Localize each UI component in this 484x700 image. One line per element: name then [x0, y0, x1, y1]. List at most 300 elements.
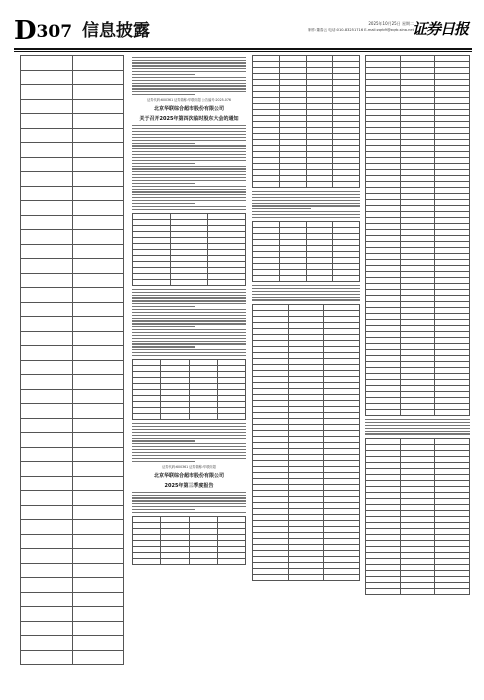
table-row	[21, 128, 124, 143]
table-row	[21, 636, 124, 651]
text-line	[252, 214, 360, 215]
text-block	[132, 492, 246, 513]
table-cell	[21, 621, 73, 636]
editor-line: 制作:董春云 电话:010-83251716 E-mail:zqrb9@zqrb.sina.net	[307, 28, 414, 32]
table-row	[21, 592, 124, 607]
table-cell	[72, 621, 124, 636]
cashflow-table	[365, 438, 470, 595]
text-block	[365, 419, 470, 435]
table-cell	[72, 273, 124, 288]
table-row	[21, 520, 124, 535]
table-cell	[333, 182, 360, 188]
text-line	[365, 422, 470, 423]
text-line	[252, 285, 360, 286]
table-row	[21, 418, 124, 433]
text-line	[252, 299, 360, 300]
text-line	[132, 206, 246, 207]
table-cell	[21, 404, 73, 419]
text-line	[132, 177, 246, 178]
table-cell	[72, 476, 124, 491]
text-line	[132, 171, 246, 172]
table-cell	[217, 414, 245, 420]
column-4	[365, 55, 470, 695]
notice-table-left	[20, 55, 124, 665]
table-row	[21, 331, 124, 346]
table-cell	[253, 182, 280, 188]
text-line	[132, 423, 246, 424]
table-cell	[72, 99, 124, 114]
table-row	[21, 70, 124, 85]
table-cell	[21, 186, 73, 201]
table-row	[133, 414, 246, 420]
table-cell	[21, 549, 73, 564]
table-row	[21, 462, 124, 477]
text-line	[132, 57, 246, 58]
text-line	[132, 303, 246, 304]
table-row	[21, 346, 124, 361]
table-cell	[72, 172, 124, 187]
text-line	[365, 431, 470, 432]
table-cell	[72, 549, 124, 564]
table-row	[21, 288, 124, 303]
table-row	[21, 375, 124, 390]
text-line	[252, 288, 360, 289]
table-cell	[72, 346, 124, 361]
text-line	[132, 335, 246, 336]
text-line	[132, 183, 195, 184]
table-cell	[21, 520, 73, 535]
table-row	[366, 588, 470, 594]
table-row	[21, 230, 124, 245]
table-row	[21, 360, 124, 375]
text-line	[132, 154, 246, 155]
text-block	[132, 289, 246, 356]
table-cell	[21, 563, 73, 578]
table-cell	[21, 244, 73, 259]
table-row	[21, 56, 124, 71]
text-line	[132, 128, 246, 129]
text-line	[365, 425, 470, 426]
text-line	[132, 160, 246, 161]
text-line	[132, 145, 246, 146]
text-line	[252, 194, 360, 195]
table-cell	[21, 70, 73, 85]
table-row	[21, 563, 124, 578]
table-cell	[435, 410, 470, 416]
table-cell	[72, 143, 124, 158]
text-line	[365, 419, 470, 420]
text-line	[252, 217, 360, 218]
text-line	[132, 461, 195, 462]
table-cell	[21, 302, 73, 317]
text-line	[365, 428, 470, 429]
table-row	[21, 650, 124, 665]
table-cell	[279, 182, 306, 188]
notice-company: 北京华联综合超市股份有限公司	[153, 106, 224, 113]
text-line	[132, 500, 246, 501]
table-cell	[21, 389, 73, 404]
table-cell	[21, 505, 73, 520]
table-cell	[21, 230, 73, 245]
text-line	[132, 134, 246, 135]
table-row	[21, 259, 124, 274]
table-row	[21, 534, 124, 549]
table-cell	[133, 559, 161, 565]
table-cell	[72, 433, 124, 448]
table-cell	[72, 650, 124, 665]
table-cell	[21, 433, 73, 448]
text-block	[132, 423, 246, 462]
shareholder-table	[252, 221, 360, 282]
text-line	[132, 429, 246, 430]
financial-table	[132, 516, 246, 565]
text-line	[132, 492, 246, 493]
table-cell	[21, 85, 73, 100]
text-line	[132, 346, 195, 347]
table-row	[21, 621, 124, 636]
text-block	[252, 285, 360, 301]
text-line	[132, 443, 246, 444]
text-line	[132, 174, 246, 175]
text-line	[132, 148, 246, 149]
text-line	[132, 88, 246, 89]
text-line	[132, 435, 246, 436]
text-line	[132, 355, 246, 356]
table-row	[21, 99, 124, 114]
text-line	[252, 208, 311, 209]
text-line	[132, 65, 246, 66]
text-line	[132, 509, 195, 510]
text-line	[132, 143, 195, 144]
table-cell	[21, 447, 73, 462]
table-cell	[72, 288, 124, 303]
text-line	[252, 211, 360, 212]
table-cell	[21, 128, 73, 143]
table-cell	[306, 182, 333, 188]
text-line	[132, 85, 246, 86]
text-line	[132, 506, 246, 507]
table-cell	[161, 559, 189, 565]
table-cell	[72, 563, 124, 578]
table-row	[21, 578, 124, 593]
table-row	[21, 476, 124, 491]
table-cell	[72, 375, 124, 390]
text-line	[132, 497, 246, 498]
text-line	[132, 449, 246, 450]
table-cell	[72, 505, 124, 520]
table-row	[21, 244, 124, 259]
table-cell	[72, 592, 124, 607]
text-line	[132, 60, 246, 61]
table-cell	[21, 607, 73, 622]
text-line	[132, 503, 246, 504]
text-line	[132, 320, 246, 321]
text-line	[132, 338, 246, 339]
text-line	[132, 131, 246, 132]
table-cell	[333, 276, 360, 282]
text-line	[132, 300, 246, 301]
text-line	[132, 74, 195, 75]
table-cell	[21, 288, 73, 303]
text-line	[132, 62, 246, 63]
table-cell	[72, 520, 124, 535]
text-line	[252, 205, 360, 206]
table-cell	[72, 201, 124, 216]
table-cell	[366, 588, 401, 594]
text-line	[132, 332, 246, 333]
text-line	[132, 432, 246, 433]
text-line	[132, 125, 246, 126]
text-line	[252, 197, 360, 198]
text-line	[132, 157, 246, 158]
table-row	[21, 389, 124, 404]
table-cell	[72, 389, 124, 404]
table-cell	[72, 491, 124, 506]
table-cell	[366, 410, 401, 416]
table-row	[21, 114, 124, 129]
text-line	[252, 297, 360, 298]
statement-table-right	[365, 55, 470, 416]
table-cell	[21, 346, 73, 361]
text-line	[132, 140, 246, 141]
text-line	[132, 452, 246, 453]
table-cell	[288, 574, 324, 580]
table-row	[366, 410, 470, 416]
text-line	[132, 166, 246, 167]
text-line	[132, 91, 246, 92]
table-cell	[21, 157, 73, 172]
table-row	[21, 172, 124, 187]
text-line	[132, 191, 246, 192]
column-2	[132, 55, 246, 695]
table-cell	[253, 574, 289, 580]
table-cell	[21, 418, 73, 433]
text-block	[252, 191, 360, 218]
table-cell	[253, 276, 280, 282]
table-row	[21, 201, 124, 216]
balance-table	[252, 55, 360, 188]
report-stock-code: 证券代码:600361 证券简称:华联综超	[162, 464, 216, 469]
report-title: 2025年第三季度报告	[164, 482, 214, 489]
text-line	[132, 440, 195, 441]
vote-table	[132, 359, 246, 420]
text-line	[132, 137, 246, 138]
table-cell	[72, 404, 124, 419]
table-cell	[72, 114, 124, 129]
table-row	[21, 549, 124, 564]
text-line	[252, 203, 360, 204]
text-line	[132, 315, 246, 316]
table-row	[21, 317, 124, 332]
text-line	[132, 94, 195, 95]
masthead-rule	[14, 48, 472, 50]
table-cell	[72, 70, 124, 85]
table-row	[253, 182, 360, 188]
table-row	[21, 505, 124, 520]
text-line	[132, 326, 195, 327]
table-cell	[189, 414, 217, 420]
text-line	[132, 194, 246, 195]
table-cell	[21, 491, 73, 506]
table-row	[21, 433, 124, 448]
newspaper-logo: 证券日报	[412, 20, 469, 38]
table-cell	[72, 215, 124, 230]
text-line	[132, 318, 246, 319]
table-cell	[72, 244, 124, 259]
table-cell	[72, 331, 124, 346]
table-cell	[72, 317, 124, 332]
table-row	[21, 186, 124, 201]
text-line	[132, 151, 246, 152]
table-cell	[306, 276, 333, 282]
table-row	[21, 302, 124, 317]
table-row	[133, 559, 246, 565]
table-cell	[400, 588, 435, 594]
table-cell	[21, 259, 73, 274]
column-3	[252, 55, 360, 695]
text-line	[132, 512, 246, 513]
text-line	[132, 455, 246, 456]
text-line	[252, 291, 360, 292]
column-1	[20, 55, 124, 695]
table-row	[21, 215, 124, 230]
table-cell	[435, 588, 470, 594]
table-cell	[21, 360, 73, 375]
text-line	[132, 71, 246, 72]
notice-title: 关于召开2025年第四次临时股东大会的通知	[139, 116, 239, 123]
table-row	[21, 447, 124, 462]
table-row	[21, 404, 124, 419]
text-line	[252, 200, 360, 201]
text-line	[132, 68, 246, 69]
issue-date: 2025年10月25日 星期二	[368, 21, 414, 26]
text-line	[132, 352, 246, 353]
table-cell	[21, 534, 73, 549]
table-row	[21, 491, 124, 506]
table-cell	[21, 462, 73, 477]
text-line	[365, 433, 470, 434]
table-cell	[72, 186, 124, 201]
text-line	[132, 83, 246, 84]
table-cell	[161, 414, 189, 420]
text-line	[132, 168, 246, 169]
table-cell	[21, 99, 73, 114]
text-line	[132, 200, 246, 201]
text-line	[132, 306, 195, 307]
text-line	[132, 77, 246, 78]
text-line	[132, 323, 246, 324]
table-row	[21, 273, 124, 288]
text-line	[132, 189, 246, 190]
page-number	[14, 18, 72, 44]
table-row	[21, 607, 124, 622]
table-row	[21, 157, 124, 172]
text-line	[132, 343, 246, 344]
text-line	[132, 446, 246, 447]
text-line	[132, 209, 246, 210]
table-cell	[400, 410, 435, 416]
table-cell	[21, 375, 73, 390]
table-cell	[72, 230, 124, 245]
text-line	[132, 341, 246, 342]
table-cell	[21, 650, 73, 665]
table-cell	[21, 331, 73, 346]
text-line	[132, 203, 195, 204]
table-cell	[279, 276, 306, 282]
table-cell	[21, 172, 73, 187]
table-cell	[21, 56, 73, 71]
table-cell	[72, 534, 124, 549]
table-row	[21, 85, 124, 100]
text-line	[132, 163, 195, 164]
table-cell	[21, 317, 73, 332]
table-cell	[21, 143, 73, 158]
table-cell	[21, 215, 73, 230]
table-cell	[72, 636, 124, 651]
page-digits: 307	[36, 22, 73, 42]
text-line	[132, 495, 246, 496]
table-cell	[72, 128, 124, 143]
text-line	[132, 426, 246, 427]
table-cell	[133, 414, 161, 420]
table-cell	[21, 114, 73, 129]
text-line	[132, 295, 246, 296]
section-title: 信息披露	[82, 21, 150, 41]
masthead	[14, 18, 472, 46]
table-cell	[21, 273, 73, 288]
text-line	[132, 297, 246, 298]
table-cell	[133, 279, 171, 285]
table-cell	[21, 476, 73, 491]
text-line	[132, 80, 246, 81]
table-row	[253, 276, 360, 282]
table-cell	[72, 302, 124, 317]
text-block	[132, 57, 246, 96]
text-block	[132, 125, 246, 210]
table-cell	[170, 279, 208, 285]
table-cell	[72, 447, 124, 462]
text-line	[132, 309, 246, 310]
table-cell	[72, 85, 124, 100]
notice-stock-code: 证券代码:600361 证券简称:华联综超 公告编号:2025-076	[147, 98, 231, 103]
text-line	[132, 197, 246, 198]
table-cell	[72, 157, 124, 172]
table-cell	[72, 607, 124, 622]
table-cell	[217, 559, 245, 565]
text-line	[132, 289, 246, 290]
statement-table	[252, 304, 360, 581]
table-cell	[72, 462, 124, 477]
table-cell	[72, 56, 124, 71]
proposal-table	[132, 213, 246, 286]
text-line	[132, 329, 246, 330]
page-letter: D	[14, 16, 37, 46]
text-line	[132, 292, 246, 293]
table-row	[133, 279, 246, 285]
text-line	[252, 294, 360, 295]
table-cell	[324, 574, 360, 580]
table-cell	[72, 578, 124, 593]
table-cell	[72, 418, 124, 433]
table-cell	[21, 592, 73, 607]
text-line	[132, 458, 246, 459]
text-line	[132, 186, 246, 187]
text-line	[252, 191, 360, 192]
text-line	[132, 438, 246, 439]
masthead-rule-thin	[14, 51, 472, 52]
table-cell	[72, 360, 124, 375]
text-line	[132, 312, 246, 313]
